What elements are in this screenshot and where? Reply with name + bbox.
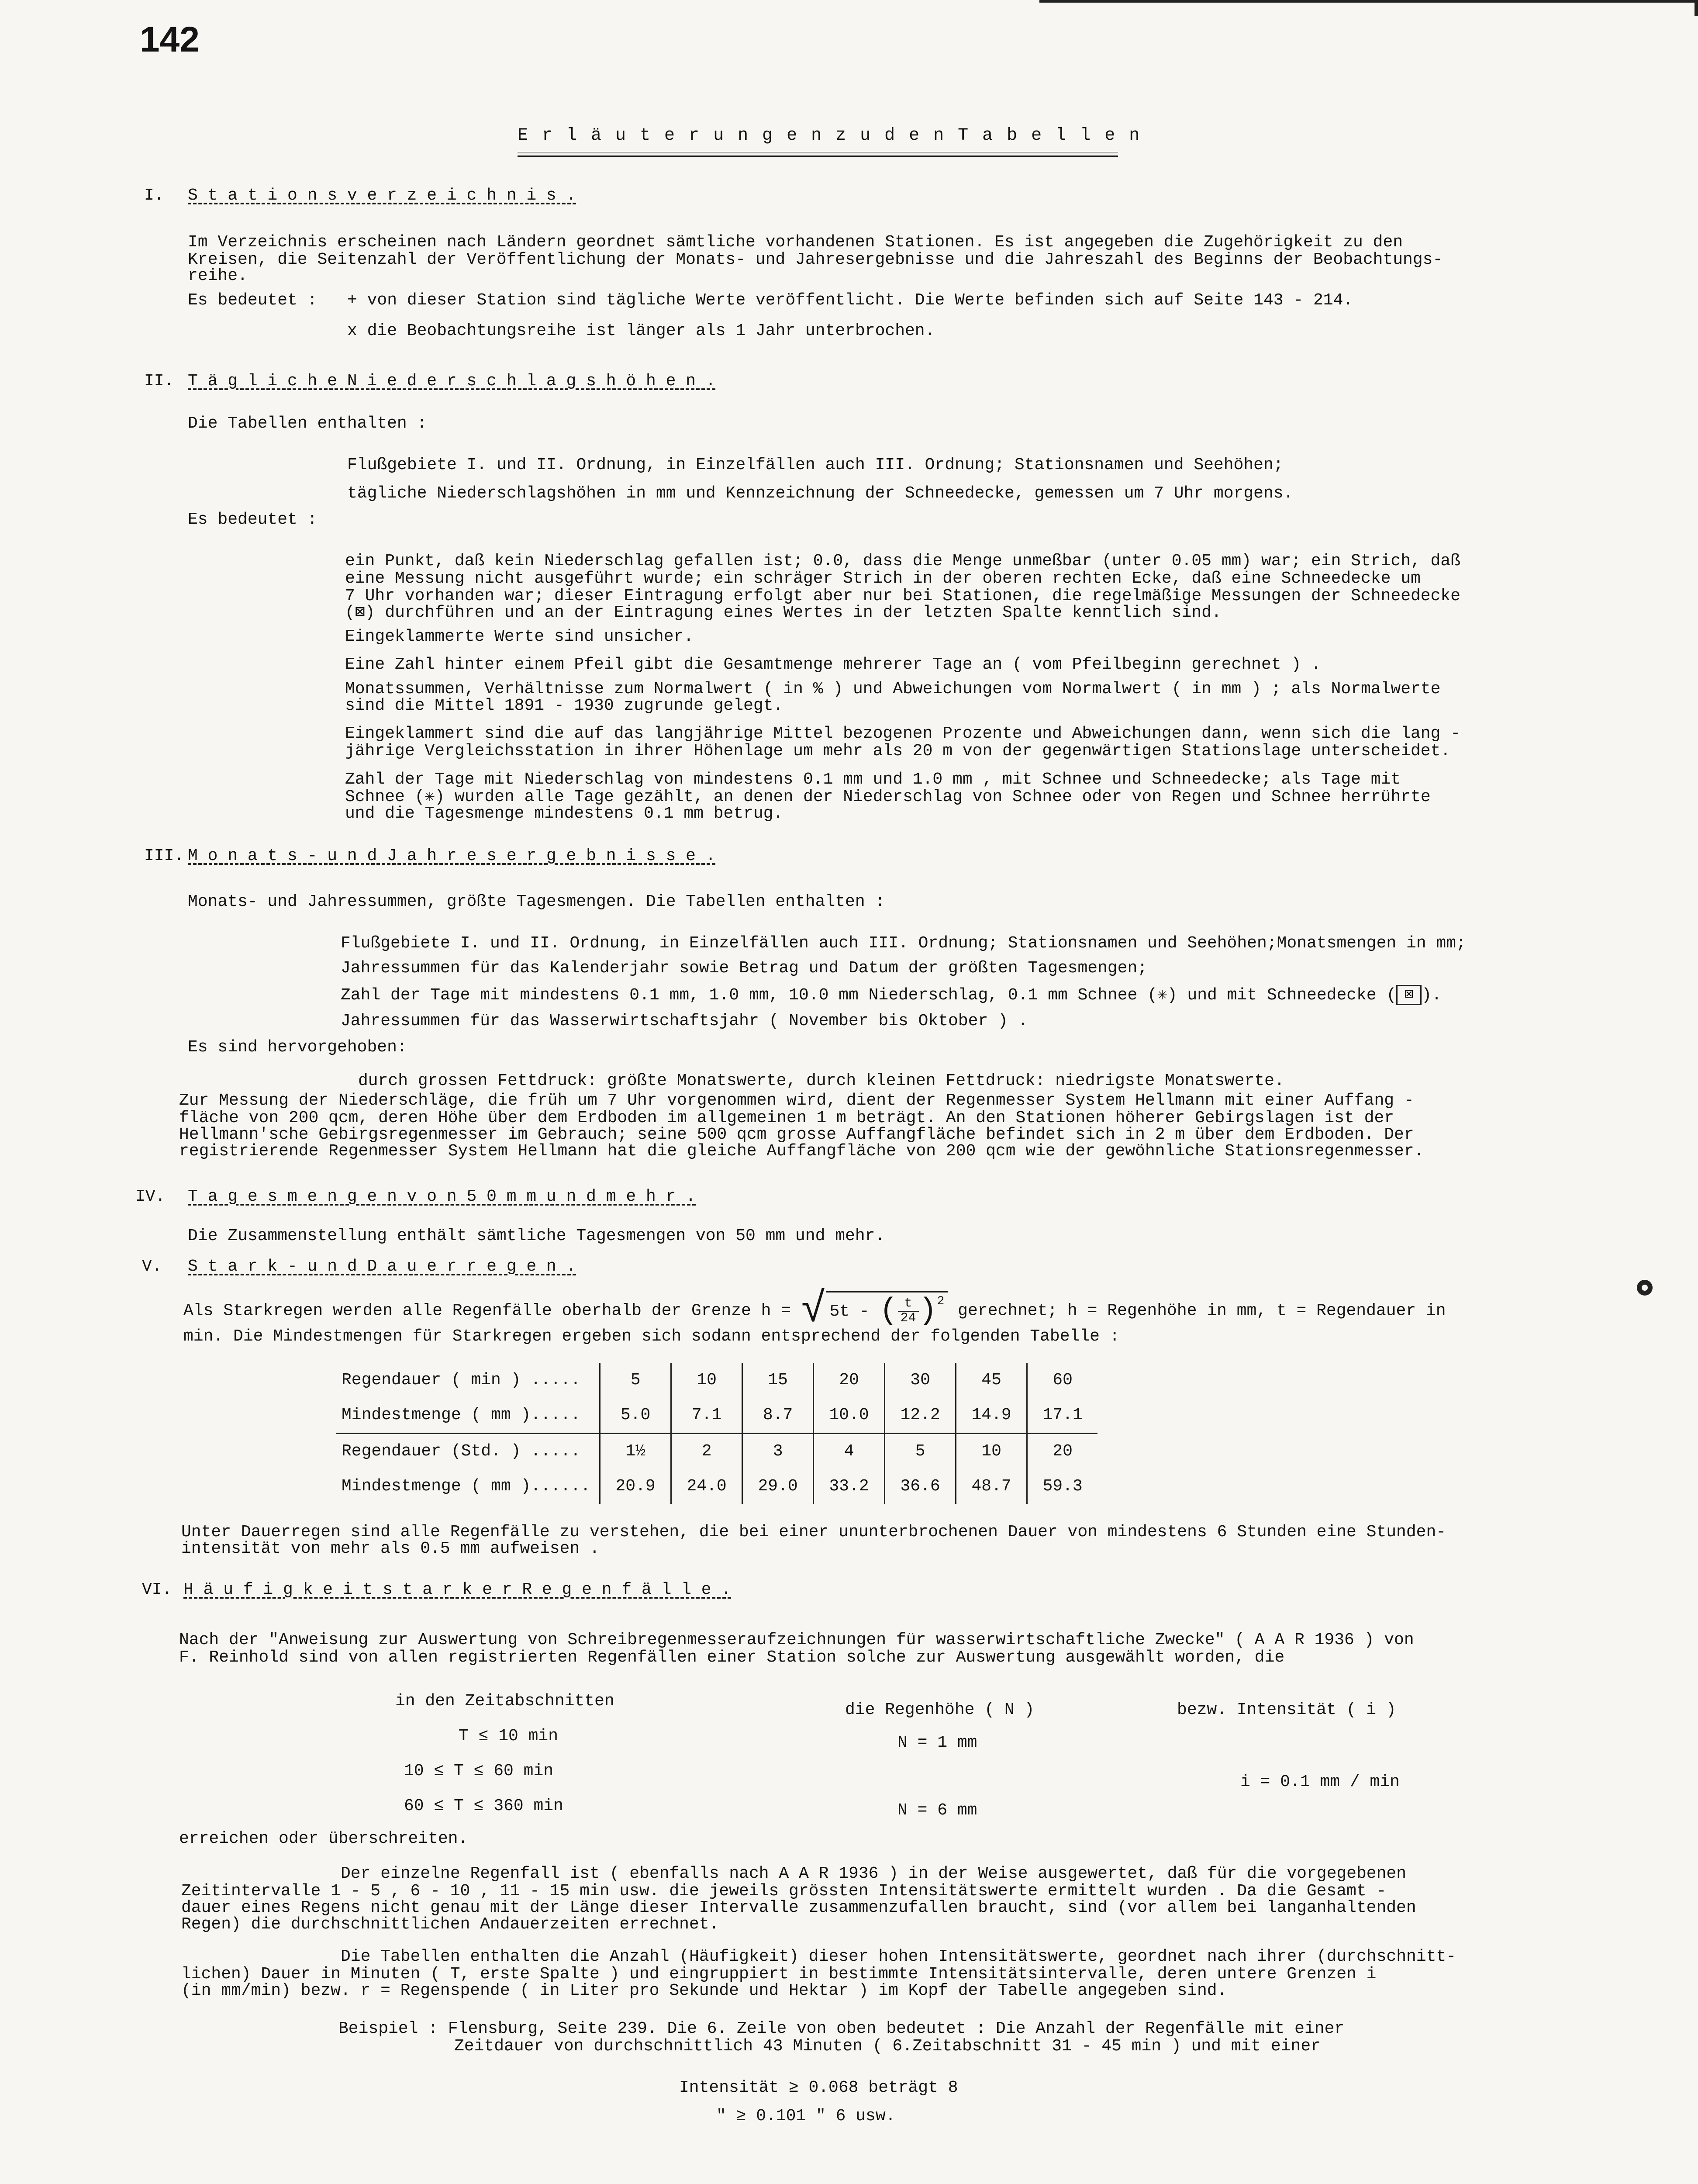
s6-p1-l4: Regen) die durchschnittlichen Andauerzeiten errechnet. xyxy=(181,1915,719,1934)
section-2-numeral: II. xyxy=(144,372,174,390)
table-cell: 30 xyxy=(885,1363,956,1398)
table-cell: 2 xyxy=(671,1434,742,1469)
section-1-numeral: I. xyxy=(144,186,164,205)
s6-p2-l2: lichen) Dauer in Minuten ( T, erste Spalte ) und eingruppiert in bestimmte Intensitätsintervalle, deren untere Grenzen i xyxy=(181,1965,1377,1984)
table-cell: 5 xyxy=(885,1434,956,1469)
table-row xyxy=(336,1363,1097,1398)
s5-dauer-l1: Unter Dauerregen sind alle Regenfälle zu verstehen, die bei einer ununterbrochenen Dauer von mindestens 6 Stunden eine Stunden- xyxy=(181,1523,1446,1541)
s1-line-1: Im Verzeichnis erscheinen nach Ländern geordnet sämtliche vorhandenen Stationen. Es ist angegeben die Zugehörigkeit zu den xyxy=(188,233,1403,252)
table-cell: 8.7 xyxy=(742,1398,814,1434)
s6-erreichen: erreichen oder überschreiten. xyxy=(179,1829,468,1848)
s3-content-4: Jahressummen für das Wasserwirtschaftsjahr ( November bis Oktober ) . xyxy=(341,1012,1028,1030)
s6-col2-head: die Regenhöhe ( N ) xyxy=(845,1700,1035,1719)
table-row-label: Regendauer ( min ) ..... xyxy=(342,1371,581,1390)
section-3-numeral: III. xyxy=(144,847,184,865)
s4-text: Die Zusammenstellung enthält sämtliche Tagesmengen von 50 mm und mehr. xyxy=(188,1227,885,1245)
section-4-heading: T a g e s m e n g e n v o n 5 0 m m u n d m e h r . xyxy=(188,1187,696,1206)
s5-dauer-l2: intensität von mehr als 0.5 mm aufweisen . xyxy=(181,1539,600,1558)
s6-p2-l1: Die Tabellen enthalten die Anzahl (Häufigkeit) dieser hohen Intensitätswerte, geordnet nach ihrer (durchschnitt- xyxy=(341,1947,1456,1966)
s6-p2-l3: (in mm/min) bezw. r = Regenspende ( in Liter pro Sekunde und Hektar ) im Kopf der Tabelle angegeben sind. xyxy=(181,1981,1227,2000)
section-5-heading: S t a r k - u n d D a u e r r e g e n . xyxy=(188,1257,576,1276)
snow-symbol: ✳ xyxy=(1157,986,1167,1005)
s2-p6-l2: Schnee (✳) wurden alle Tage gezählt, an denen der Niederschlag von Schnee oder von Regen und Schnee herrührte xyxy=(345,788,1431,806)
table-cell: 36.6 xyxy=(885,1469,956,1504)
table-cell: 45 xyxy=(956,1363,1027,1398)
snow-symbol: ✳ xyxy=(424,788,435,806)
s3-content-1: Flußgebiete I. und II. Ordnung, in Einzelfällen auch III. Ordnung; Stationsnamen und Seehöhen;Monatsmengen in mm; xyxy=(341,934,1466,953)
title-underline-2 xyxy=(518,156,1118,157)
page-border-right xyxy=(1695,0,1698,16)
s6-col3-head: bezw. Intensität ( i ) xyxy=(1177,1700,1396,1719)
s6-intro-l2: F. Reinhold sind von allen registrierten Regenfällen einer Station solche zur Auswertung ausgewählt worden, die xyxy=(179,1648,1285,1667)
s6-interval-1: T ≤ 10 min xyxy=(459,1727,559,1745)
s6-col1-head: in den Zeitabschnitten xyxy=(395,1692,614,1711)
s1-meaning-plus: + von dieser Station sind tägliche Werte veröffentlicht. Die Werte befinden sich auf Seite 143 - 214. xyxy=(347,291,1353,310)
s3-mess-l1: Zur Messung der Niederschläge, die früh um 7 Uhr vorgenommen wird, dient der Regenmesser System Hellmann mit einer Auffang - xyxy=(179,1091,1414,1110)
section-2-heading: T ä g l i c h e N i e d e r s c h l a g s h ö h e n . xyxy=(188,372,716,390)
section-1-heading: S t a t i o n s v e r z e i c h n i s . xyxy=(188,186,576,205)
table-cell: 15 xyxy=(742,1363,814,1398)
s6-p1-l1: Der einzelne Regenfall ist ( ebenfalls nach A A R 1936 ) in der Weise ausgewertet, daß für die vorgegebenen xyxy=(341,1864,1406,1883)
snow-cover-symbol: ⊠ xyxy=(355,603,365,622)
table-row-label: Mindestmenge ( mm )..... xyxy=(342,1406,581,1425)
s6-beispiel-l2: Zeitdauer von durchschnittlich 43 Minuten ( 6.Zeitabschnitt 31 - 45 min ) und mit einer xyxy=(454,2037,1321,2056)
table-cell: 17.1 xyxy=(1027,1398,1098,1434)
formula-sqrt: √ 5t - ( $\frac{t}{24}$ )$^2$ xyxy=(801,1289,948,1333)
table-cell: 4 xyxy=(814,1434,885,1469)
title-underline xyxy=(518,152,1118,153)
s2-p1-l1: ein Punkt, daß kein Niederschlag gefallen ist; 0.0, dass die Menge unmeßbar (unter 0.05 mm) war; ein Strich, daß xyxy=(345,552,1461,570)
table-cell: 48.7 xyxy=(956,1469,1027,1504)
s6-intro-l1: Nach der "Anweisung zur Auswertung von Schreibregenmesseraufzeichnungen für wasserwirtschaftliche Zwecke" ( A A R 1936 ) von xyxy=(179,1631,1414,1649)
s3-mess-l2: fläche von 200 qcm, deren Höhe über dem Erdboden im allgemeinen 1 m beträgt. An den Stationen höherer Gebirgslagen ist der xyxy=(179,1109,1394,1127)
section-4-numeral: IV. xyxy=(135,1187,166,1206)
table-cell: 5 xyxy=(600,1363,671,1398)
s6-n-2: N = 6 mm xyxy=(897,1801,977,1820)
table-row-label: Mindestmenge ( mm )...... xyxy=(342,1477,591,1496)
table-cell: 24.0 xyxy=(671,1469,742,1504)
s3-mess-l4: registrierende Regenmesser System Hellmann hat die gleiche Auffangfläche von 200 qcm wie der gewöhnliche Stationsregenmesser. xyxy=(179,1142,1424,1161)
section-3-heading: M o n a t s - u n d J a h r e s e r g e b n i s s e . xyxy=(188,847,716,865)
table-row xyxy=(336,1469,1097,1504)
table-cell: 33.2 xyxy=(814,1469,885,1504)
table-row xyxy=(336,1398,1097,1434)
s3-content-3: Zahl der Tage mit mindestens 0.1 mm, 1.0 mm, 10.0 mm Niederschlag, 0.1 mm Schnee (✳) und mit Schneedecke ( ⊠ ). xyxy=(341,985,1442,1005)
s3-mess-l3: Hellmann'sche Gebirgsregenmesser im Gebrauch; seine 500 qcm grosse Auffangfläche befindet sich in 2 m über dem Erdboden. Der xyxy=(179,1125,1414,1144)
s2-content-1: Flußgebiete I. und II. Ordnung, in Einzelfällen auch III. Ordnung; Stationsnamen und Seehöhen; xyxy=(347,456,1284,474)
table-cell: 60 xyxy=(1027,1363,1098,1398)
page-title: E r l ä u t e r u n g e n z u d e n T a b e l l e n xyxy=(518,126,1142,145)
table-cell: 7.1 xyxy=(671,1398,742,1434)
s2-p4-l1: Monatssummen, Verhältnisse zum Normalwert ( in % ) und Abweichungen vom Normalwert ( in mm ) ; als Normalwerte xyxy=(345,680,1441,698)
s3-content-2: Jahressummen für das Kalenderjahr sowie Betrag und Datum der größten Tagesmengen; xyxy=(341,959,1148,978)
s1-line-3: reihe. xyxy=(188,266,248,285)
snow-cover-symbol: ⊠ xyxy=(1396,985,1422,1005)
s2-p1-l4: (⊠) durchführen und an der Eintragung eines Wertes in der letzten Spalte kenntlich sind. xyxy=(345,603,1222,622)
starkregen-table xyxy=(336,1363,1097,1504)
s2-p1-l2: eine Messung nicht ausgeführt wurde; ein schräger Strich in der oberen rechten Ecke, daß eine Schneedecke um xyxy=(345,569,1421,588)
s6-interval-2: 10 ≤ T ≤ 60 min xyxy=(404,1762,554,1780)
s6-beispiel-l1: Beispiel : Flensburg, Seite 239. Die 6. Zeile von oben bedeutet : Die Anzahl der Regenfälle mit einer xyxy=(338,2019,1345,2038)
s3-hervor: Es sind hervorgehoben: xyxy=(188,1038,407,1057)
s2-es-bedeutet: Es bedeutet : xyxy=(188,510,318,529)
s2-p4-l2: sind die Mittel 1891 - 1930 zugrunde gelegt. xyxy=(345,696,783,715)
s6-intensity-1: Intensität ≥ 0.068 beträgt 8 xyxy=(679,2078,958,2097)
s2-p5-l1: Eingeklammert sind die auf das langjährige Mittel bezogenen Prozente und Abweichungen dann, wenn sich die lang - xyxy=(345,724,1461,743)
s2-intro: Die Tabellen enthalten : xyxy=(188,414,427,433)
table-cell: 10 xyxy=(956,1434,1027,1469)
table-cell: 10 xyxy=(671,1363,742,1398)
s5-line-2: min. Die Mindestmengen für Starkregen ergeben sich sodann entsprechend der folgenden Tabelle : xyxy=(183,1327,1120,1346)
table-cell: 59.3 xyxy=(1027,1469,1098,1504)
table-cell: 14.9 xyxy=(956,1398,1027,1434)
table-cell: 20 xyxy=(814,1363,885,1398)
table-cell: 20.9 xyxy=(600,1469,671,1504)
table-cell: 5.0 xyxy=(600,1398,671,1434)
table-cell: 3 xyxy=(742,1434,814,1469)
table-cell: 20 xyxy=(1027,1434,1098,1469)
s6-p1-l2: Zeitintervalle 1 - 5 , 6 - 10 , 11 - 15 min usw. die jeweils grössten Intensitätswerte ermittelt wurden . Da die Gesamt - xyxy=(181,1882,1387,1901)
table-cell: 1½ xyxy=(600,1434,671,1469)
section-6-heading: H ä u f i g k e i t s t a r k e r R e g e n f ä l l e . xyxy=(183,1580,732,1599)
s2-p6-l3: und die Tagesmenge mindestens 0.1 mm betrug. xyxy=(345,804,783,823)
section-5-numeral: V. xyxy=(142,1257,162,1276)
s3-fettdruck: durch grossen Fettdruck: größte Monatswerte, durch kleinen Fettdruck: niedrigste Monatswerte. xyxy=(358,1071,1284,1090)
page-number: 142 xyxy=(140,20,200,59)
s6-intensity-2: " ≥ 0.101 " 6 usw. xyxy=(716,2107,896,2125)
formula-fraction: $\frac{t}{24}$ xyxy=(898,1297,919,1325)
s2-p6-l1: Zahl der Tage mit Niederschlag von mindestens 0.1 mm und 1.0 mm , mit Schnee und Schneedecke; als Tage mit xyxy=(345,770,1401,789)
s1-meaning-x: x die Beobachtungsreihe ist länger als 1 Jahr unterbrochen. xyxy=(347,321,935,340)
s6-i-1: i = 0.1 mm / min xyxy=(1240,1773,1400,1791)
section-6-numeral: VI. xyxy=(142,1580,172,1599)
table-cell: 10.0 xyxy=(814,1398,885,1434)
s2-content-2: tägliche Niederschlagshöhen in mm und Kennzeichnung der Schneedecke, gemessen um 7 Uhr morgens. xyxy=(347,484,1294,503)
s1-line-2: Kreisen, die Seitenzahl der Veröffentlichung der Monats- und Jahresergebnisse und die Jahreszahl des Beginns der Beobachtungs- xyxy=(188,250,1443,269)
ink-blot xyxy=(1637,1280,1653,1296)
table-cell: 29.0 xyxy=(742,1469,814,1504)
page-border-top xyxy=(1039,0,1698,3)
s2-p3: Eine Zahl hinter einem Pfeil gibt die Gesamtmenge mehrerer Tage an ( vom Pfeilbeginn gerechnet ) . xyxy=(345,655,1321,674)
table-row-label: Regendauer (Std. ) ..... xyxy=(336,1434,600,1469)
s2-p1-l3: 7 Uhr vorhanden war; dieser Eintragung erfolgt aber nur bei Stationen, die regelmäßige Messungen der Schneedecke xyxy=(345,587,1461,605)
table-row xyxy=(336,1434,1097,1469)
s3-intro: Monats- und Jahressummen, größte Tagesmengen. Die Tabellen enthalten : xyxy=(188,892,885,911)
table-cell: 12.2 xyxy=(885,1398,956,1434)
s6-p1-l3: dauer eines Regens nicht genau mit der Länge dieser Intervalle zusammenzufallen braucht, sind (vor allem bei langanhaltenden xyxy=(181,1898,1416,1917)
s6-n-1: N = 1 mm xyxy=(897,1733,977,1752)
s1-es-bedeutet: Es bedeutet : xyxy=(188,291,318,310)
s5-formula-line: Als Starkregen werden alle Regenfälle oberhalb der Grenze h = √ 5t - ( $\frac{t}{24}$ )$^2$ gerechnet; h = Regenhöhe in mm, t = Regendauer in xyxy=(183,1286,1446,1334)
s2-p2: Eingeklammerte Werte sind unsicher. xyxy=(345,627,694,646)
s6-interval-3: 60 ≤ T ≤ 360 min xyxy=(404,1797,563,1815)
s2-p5-l2: jährige Vergleichsstation in ihrer Höhenlage um mehr als 20 m von der gegenwärtigen Stationslage unterscheidet. xyxy=(345,742,1451,760)
